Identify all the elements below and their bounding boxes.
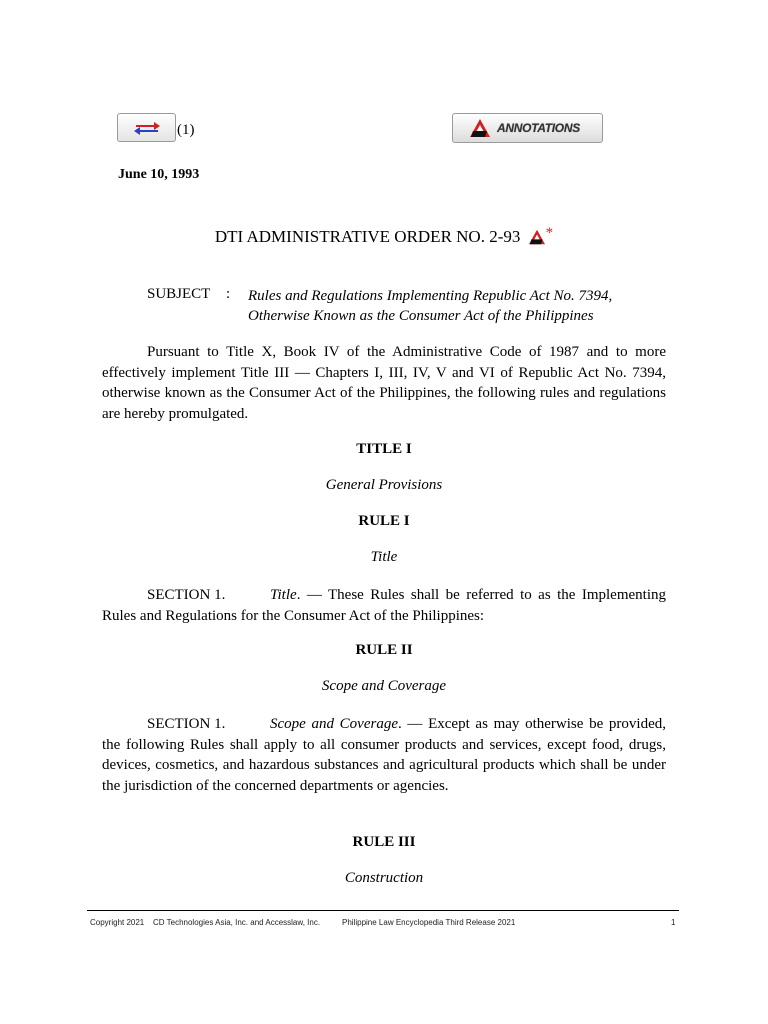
section-title: Scope and Coverage <box>270 716 398 732</box>
section-label: SECTION 1. <box>147 716 226 732</box>
footer-company: CD Technologies Asia, Inc. and Accesslaw, Inc. <box>153 918 321 927</box>
title-1-subheading: General Provisions <box>325 477 443 493</box>
rule-3-subheading: Construction <box>344 870 424 886</box>
annotations-logo-icon <box>469 118 491 138</box>
rule-2-section-1 <box>102 714 666 796</box>
section-text: . — These Rules shall be referred to as the Implementing Rules and Regulations for the Consumer Act of the Philippines: <box>102 587 666 624</box>
swap-arrows-icon <box>132 118 162 138</box>
subject-line-2: Otherwise Known as the Consumer Act of the Philippines <box>248 308 594 324</box>
references-button[interactable] <box>117 113 176 142</box>
footer-page-number: 1 <box>671 918 676 927</box>
rule-1-heading: RULE I <box>358 513 410 529</box>
annotations-button[interactable] <box>452 113 603 143</box>
title-footnote-asterisk[interactable]: * <box>545 225 554 241</box>
document-title: DTI ADMINISTRATIVE ORDER NO. 2-93 <box>214 227 521 246</box>
rule-1-subheading: Title <box>370 549 398 565</box>
subject-line-1: Rules and Regulations Implementing Republic Act No. 7394, <box>248 288 613 304</box>
section-text: . — Except as may otherwise be provided, the following Rules shall apply to all consumer products and services, except food, drugs, devices, cosmetics, and hazardous substances and agricultural products which shall be under the jurisdiction of the concerned departments or agencies. <box>102 716 666 794</box>
references-count: (1) <box>177 122 195 138</box>
rule-3-heading: RULE III <box>352 834 416 850</box>
subject-text <box>248 286 668 326</box>
footer-copyright: Copyright 2021 <box>90 918 145 927</box>
section-label: SECTION 1. <box>147 587 226 603</box>
rule-2-heading: RULE II <box>355 642 413 658</box>
document-date: June 10, 1993 <box>118 167 200 182</box>
footer-divider <box>87 910 679 911</box>
document-title-line <box>0 225 768 247</box>
footer-publication: Philippine Law Encyclopedia Third Release 2021 <box>342 918 516 927</box>
subject-label: SUBJECT <box>147 286 211 302</box>
section-title: Title <box>270 587 297 603</box>
preamble-paragraph: Pursuant to Title X, Book IV of the Administrative Code of 1987 and to more effectively implement Title III — Chapters I, III, IV, V and VI of Republic Act No. 7394, otherwise known as the Consumer Act of the Philippines, the following rules and regulations are hereby promulgated. <box>102 344 666 422</box>
rule-2-subheading: Scope and Coverage <box>321 678 447 694</box>
annotations-label: ANNOTATIONS <box>497 121 580 135</box>
rule-1-section-1 <box>102 585 666 626</box>
title-1-heading: TITLE I <box>356 441 412 457</box>
annotation-marker-icon[interactable] <box>528 229 546 245</box>
subject-colon: : <box>226 286 231 302</box>
